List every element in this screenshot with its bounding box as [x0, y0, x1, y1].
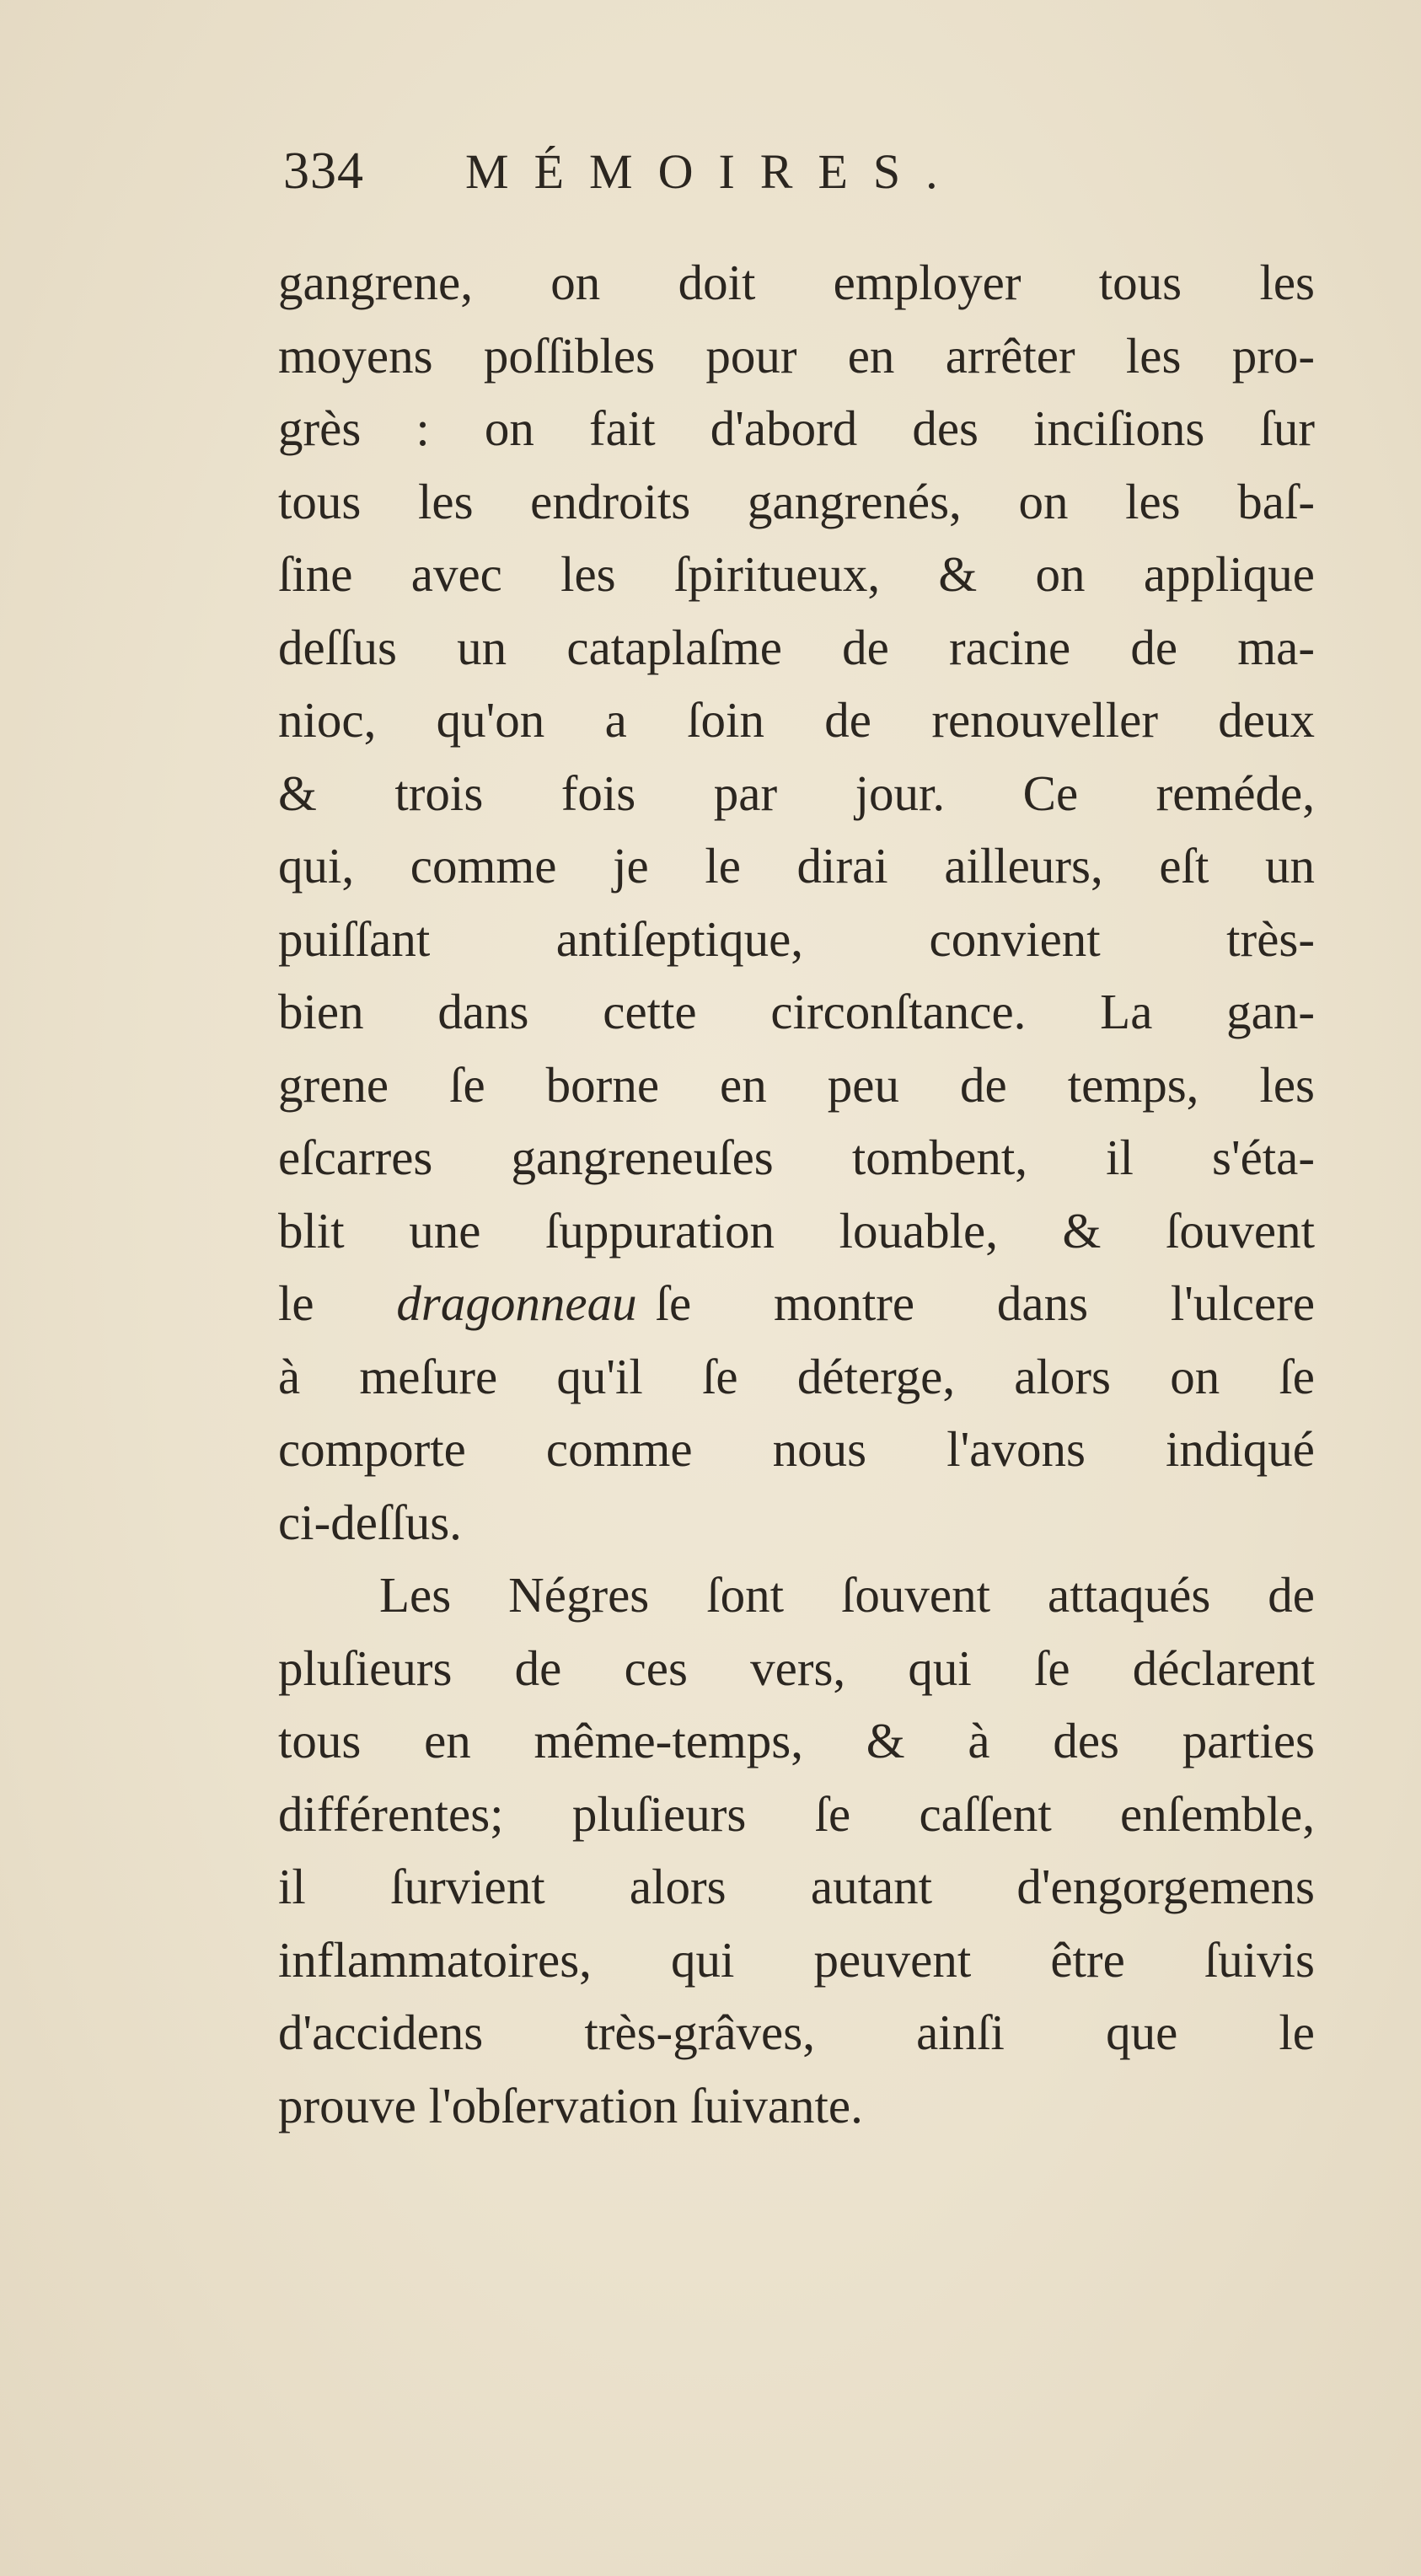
text-line: & trois fois par jour. Ce reméde,	[278, 765, 1315, 821]
text-line: pluſieurs de ces vers, qui ſe déclarent	[278, 1640, 1315, 1696]
line-start-word: le	[278, 1275, 314, 1331]
text-line: gangrene, on doit employer tous les	[278, 255, 1315, 310]
text-line: nioc, qu'on a ſoin de renouveller deux	[278, 692, 1315, 748]
text-line: qui, comme je le dirai ailleurs, eſt un	[278, 838, 1315, 894]
text-line: deſſus un cataplaſme de racine de ma-	[278, 619, 1315, 675]
text-line: puiſſant antiſeptique, convient très-	[278, 910, 1315, 967]
body-text	[278, 246, 1315, 2142]
text-line: bien dans cette circonſtance. La gan-	[278, 984, 1315, 1039]
text-line: il ſurvient alors autant d'engorgemens	[278, 1859, 1315, 1914]
text-line: ci-deſſus.	[278, 1494, 462, 1550]
text-line-italic-term	[278, 1267, 1315, 1340]
text-line: eſcarres gangreneuſes tombent, il s'éta-	[278, 1130, 1315, 1185]
text-line: différentes; pluſieurs ſe caſſent enſemble,	[278, 1785, 1315, 1842]
page-number: 334	[283, 142, 364, 200]
text-line: moyens poſſibles pour en arrêter les pro-	[278, 327, 1315, 384]
text-line: inflammatoires, qui peuvent être ſuivis	[278, 1931, 1315, 1988]
text-line: tous en même-temps, & à des parties	[278, 1713, 1315, 1768]
text-line: blit une ſuppuration louable, & ſouvent	[278, 1202, 1315, 1258]
text-line: d'accidens très-grâves, ainſi que le	[278, 2004, 1315, 2060]
text-line: tous les endroits gangrenés, on les baſ-	[278, 473, 1315, 529]
text-line: ſine avec les ſpiritueux, & on applique	[278, 546, 1315, 602]
text-line: prouve l'obſervation ſuivante.	[278, 2077, 863, 2133]
text-line: à meſure qu'il ſe déterge, alors on ſe	[278, 1348, 1315, 1404]
line-rest: ſe montre dans l'ulcere	[655, 1275, 1316, 1331]
running-head: MÉMOIRES.	[465, 144, 963, 199]
italic-term: dragonneau	[396, 1275, 637, 1331]
text-line: grene ſe borne en peu de temps, les	[278, 1056, 1315, 1113]
text-line: grès : on fait d'abord des inciſions ſur	[278, 400, 1315, 456]
paragraph-first-line: Les Négres ſont ſouvent attaqués de	[379, 1567, 1315, 1623]
page-header	[283, 142, 1295, 234]
text-line: comporte comme nous l'avons indiqué	[278, 1421, 1315, 1477]
